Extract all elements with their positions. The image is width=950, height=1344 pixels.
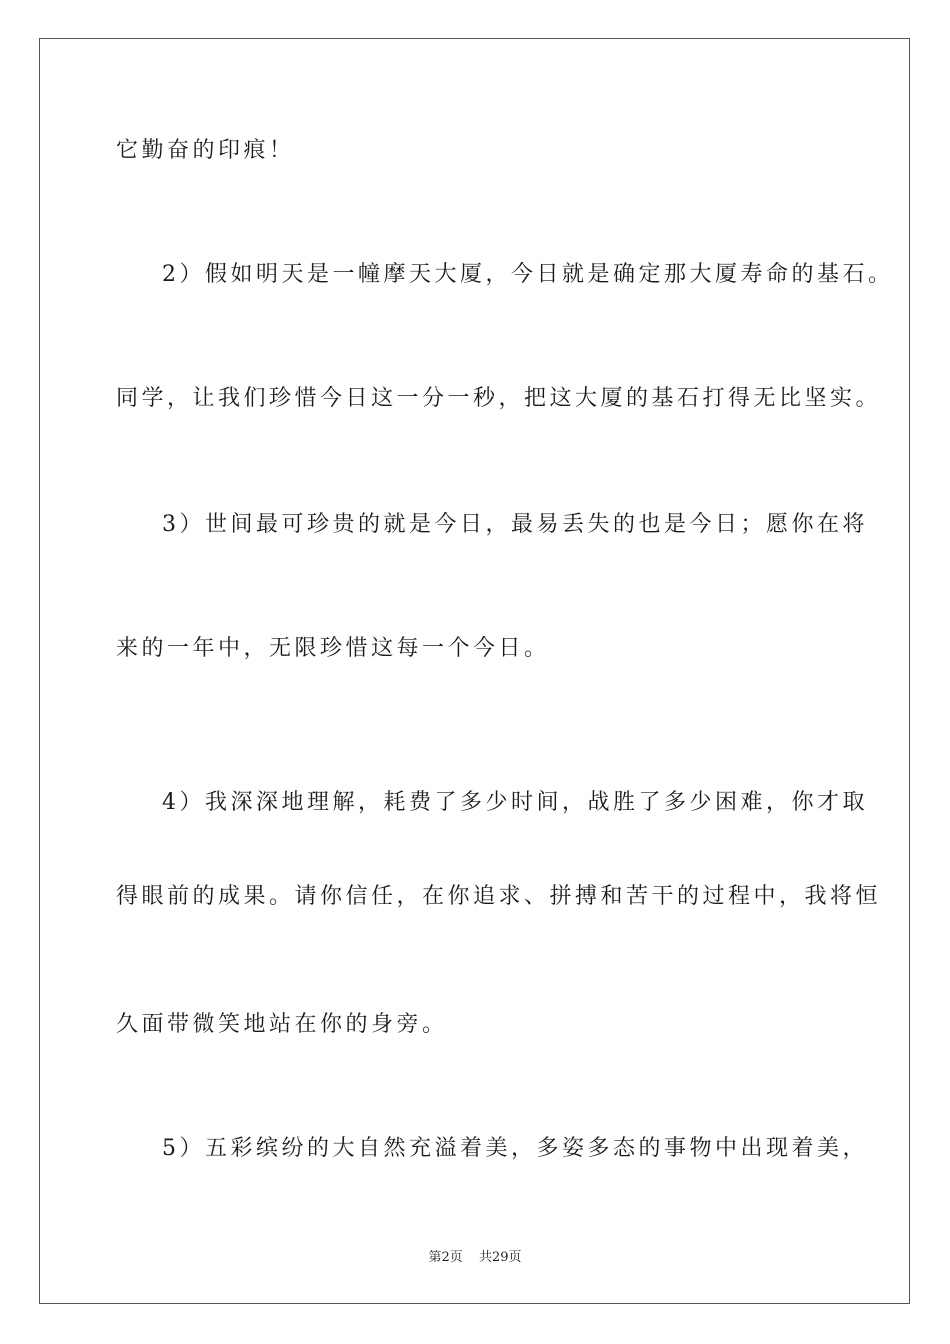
page-border <box>39 38 910 1304</box>
text-line: 它勤奋的印痕！ <box>116 138 295 163</box>
text-line: 4）我深深地理解，耗费了多少时间，战胜了多少困难，你才取 <box>162 790 868 815</box>
page-footer <box>0 1246 950 1265</box>
text-line: 5）五彩缤纷的大自然充溢着美，多姿多态的事物中出现着美， <box>162 1136 868 1161</box>
text-line: 2）假如明天是一幢摩天大厦，今日就是确定那大厦寿命的基石。 <box>162 262 894 287</box>
page-total: 共29页 <box>478 1250 522 1265</box>
text-line: 同学，让我们珍惜今日这一分一秒，把这大厦的基石打得无比坚实。 <box>116 386 882 411</box>
text-line: 来的一年中，无限珍惜这每一个今日。 <box>116 636 550 661</box>
text-line: 3）世间最可珍贵的就是今日，最易丢失的也是今日；愿你在将 <box>162 512 868 537</box>
text-line: 久面带微笑地站在你的身旁。 <box>116 1012 448 1037</box>
page-number: 第2页 <box>428 1250 463 1265</box>
text-line: 得眼前的成果。请你信任，在你追求、拼搏和苦干的过程中，我将恒 <box>116 884 882 909</box>
